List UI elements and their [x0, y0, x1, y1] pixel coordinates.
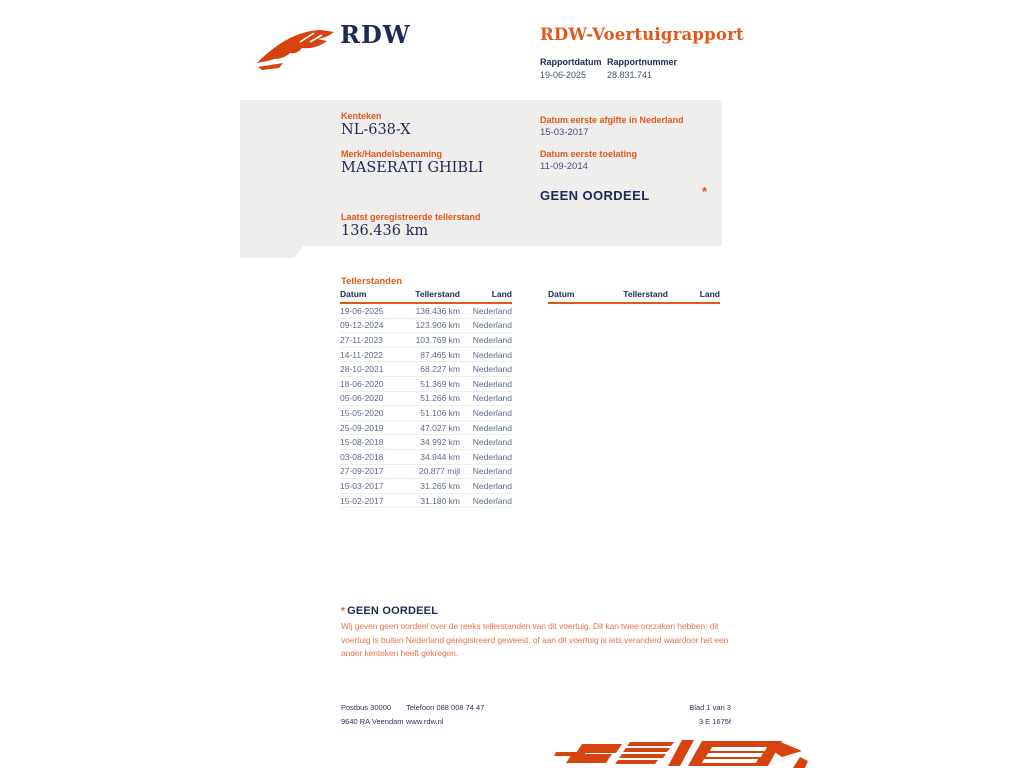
cell-datum: 14-11-2022 [340, 349, 383, 360]
column-header-land: Land [491, 289, 512, 299]
report-number-label: Rapportnummer [607, 57, 678, 67]
vehicle-summary-panel [240, 100, 722, 246]
footer-address [341, 701, 404, 729]
footer-meta [600, 701, 731, 729]
cell-datum: 15-05-2020 [340, 407, 384, 418]
cell-tellerstand: 31.180 km [420, 495, 460, 506]
report-date-label: Rapportdatum [540, 57, 602, 67]
cell-tellerstand: 87.465 km [420, 349, 460, 360]
report-number-value: 28.831.741 [607, 70, 653, 80]
cell-tellerstand: 103.769 km [415, 334, 460, 345]
table-row [340, 406, 512, 421]
cell-land: Nederland [472, 305, 512, 316]
table-row [340, 392, 512, 407]
brand-text: RDW [340, 20, 411, 49]
kenteken-value: NL-638-X [341, 122, 411, 138]
footer-address-line2: 9640 RA Veendam [341, 717, 404, 726]
cell-datum: 18-06-2020 [340, 378, 384, 389]
table-row [340, 450, 512, 465]
cell-datum: 19-06-2025 [340, 305, 384, 316]
oordeel-status: GEEN OORDEEL [540, 188, 650, 203]
table-row [340, 494, 512, 509]
table-row [340, 362, 512, 377]
table-row [340, 348, 512, 363]
cell-datum: 15-08-2018 [340, 437, 384, 448]
cell-tellerstand: 51.266 km [420, 393, 460, 404]
cell-datum: 25-09-2019 [340, 422, 384, 433]
cell-land: Nederland [472, 364, 512, 375]
rdw-wing-logo-icon [255, 22, 337, 72]
cell-land: Nederland [472, 378, 512, 389]
cell-datum: 09-12-2024 [340, 320, 384, 331]
eerste-afgifte-value: 15-03-2017 [540, 127, 589, 138]
column-header-land: Land [699, 289, 720, 299]
cell-datum: 27-09-2017 [340, 466, 384, 477]
eerste-toelating-value: 11-09-2014 [540, 161, 588, 172]
cell-land: Nederland [472, 451, 512, 462]
footnote-asterisk: * [341, 606, 346, 617]
footnote-title-text: GEEN OORDEEL [347, 605, 439, 617]
table-row [340, 435, 512, 450]
cell-land: Nederland [472, 495, 512, 506]
column-header-datum: Datum [340, 289, 367, 299]
cell-tellerstand: 31.265 km [420, 480, 460, 491]
cell-tellerstand: 51.369 km [420, 378, 460, 389]
cell-land: Nederland [472, 393, 512, 404]
cell-tellerstand: 51.106 km [420, 407, 460, 418]
footnote-title [341, 605, 438, 617]
table-row [340, 333, 512, 348]
cell-land: Nederland [472, 349, 512, 360]
footer-address-line1: Postbus 30000 [341, 703, 392, 712]
column-header-datum: Datum [548, 289, 575, 299]
cell-tellerstand: 34.944 km [420, 451, 460, 462]
tellerstand-label: Laatst geregistreerde tellerstand [341, 212, 481, 222]
footer-form-code: 3 E 1675f [698, 717, 731, 726]
footer-website: www.rdw.nl [406, 717, 444, 726]
tellerstand-value: 136.436 km [341, 223, 429, 239]
cell-land: Nederland [472, 407, 512, 418]
cell-tellerstand: 47.027 km [420, 422, 460, 433]
column-header-tellerstand: Tellerstand [623, 289, 668, 299]
cell-land: Nederland [472, 334, 512, 345]
cell-land: Nederland [472, 437, 512, 448]
meter-table-left [340, 289, 512, 508]
cell-tellerstand: 123.906 km [415, 320, 460, 331]
meter-table-right-header [548, 289, 720, 304]
cell-tellerstand: 68.227 km [420, 364, 460, 375]
decorative-stripes-icon [542, 735, 808, 768]
table-row [340, 377, 512, 392]
eerste-toelating-label: Datum eerste toelating [540, 149, 638, 159]
footnote-text: Wij geven geen oordeel over de reeks tellerstanden van dit voertuig. Dit kan twee oorzaken hebben: dit voertuig is buiten Nederland geregistreerd geweest, of aan dit voertuig is iets veranderd waardoor het een ander kenteken heeft gekregen. [341, 621, 729, 658]
cell-land: Nederland [472, 422, 512, 433]
eerste-afgifte-label: Datum eerste afgifte in Nederland [540, 115, 684, 125]
panel-notch [240, 246, 303, 258]
table-row [340, 319, 512, 334]
table-row [340, 421, 512, 436]
table-row [340, 304, 512, 319]
oordeel-asterisk: * [702, 184, 708, 199]
table-row [340, 479, 512, 494]
tellerstanden-heading: Tellerstanden [341, 276, 403, 287]
cell-datum: 15-02-2017 [340, 495, 384, 506]
table-row [340, 465, 512, 480]
cell-datum: 27-11-2023 [340, 334, 383, 345]
cell-tellerstand: 34.992 km [420, 437, 460, 448]
meter-table-left-header [340, 289, 512, 304]
cell-tellerstand: 136.436 km [415, 305, 460, 316]
cell-datum: 05-06-2020 [340, 393, 384, 404]
meter-table-left-rows [340, 304, 512, 508]
cell-datum: 28-10-2021 [340, 364, 384, 375]
cell-land: Nederland [472, 320, 512, 331]
column-header-tellerstand: Tellerstand [415, 289, 460, 299]
cell-datum: 15-03-2017 [340, 480, 384, 491]
meter-table-right [548, 289, 720, 304]
merk-value: MASERATI GHIBLI [341, 160, 484, 176]
footer-contact [406, 701, 484, 729]
cell-land: Nederland [472, 480, 512, 491]
cell-tellerstand: 20.877 mijl [418, 466, 460, 477]
report-date-block [540, 57, 602, 80]
report-date-value: 19-06-2025 [540, 70, 587, 80]
kenteken-label: Kenteken [341, 111, 382, 121]
footer-phone: Telefoon 088 008 74 47 [406, 703, 485, 712]
report-title: RDW-Voertuigrapport [540, 25, 744, 44]
report-number-block [607, 57, 677, 80]
cell-datum: 03-08-2018 [340, 451, 384, 462]
merk-label: Merk/Handelsbenaming [341, 149, 443, 159]
cell-land: Nederland [472, 466, 512, 477]
footer-page-number: Blad 1 van 3 [689, 703, 731, 712]
